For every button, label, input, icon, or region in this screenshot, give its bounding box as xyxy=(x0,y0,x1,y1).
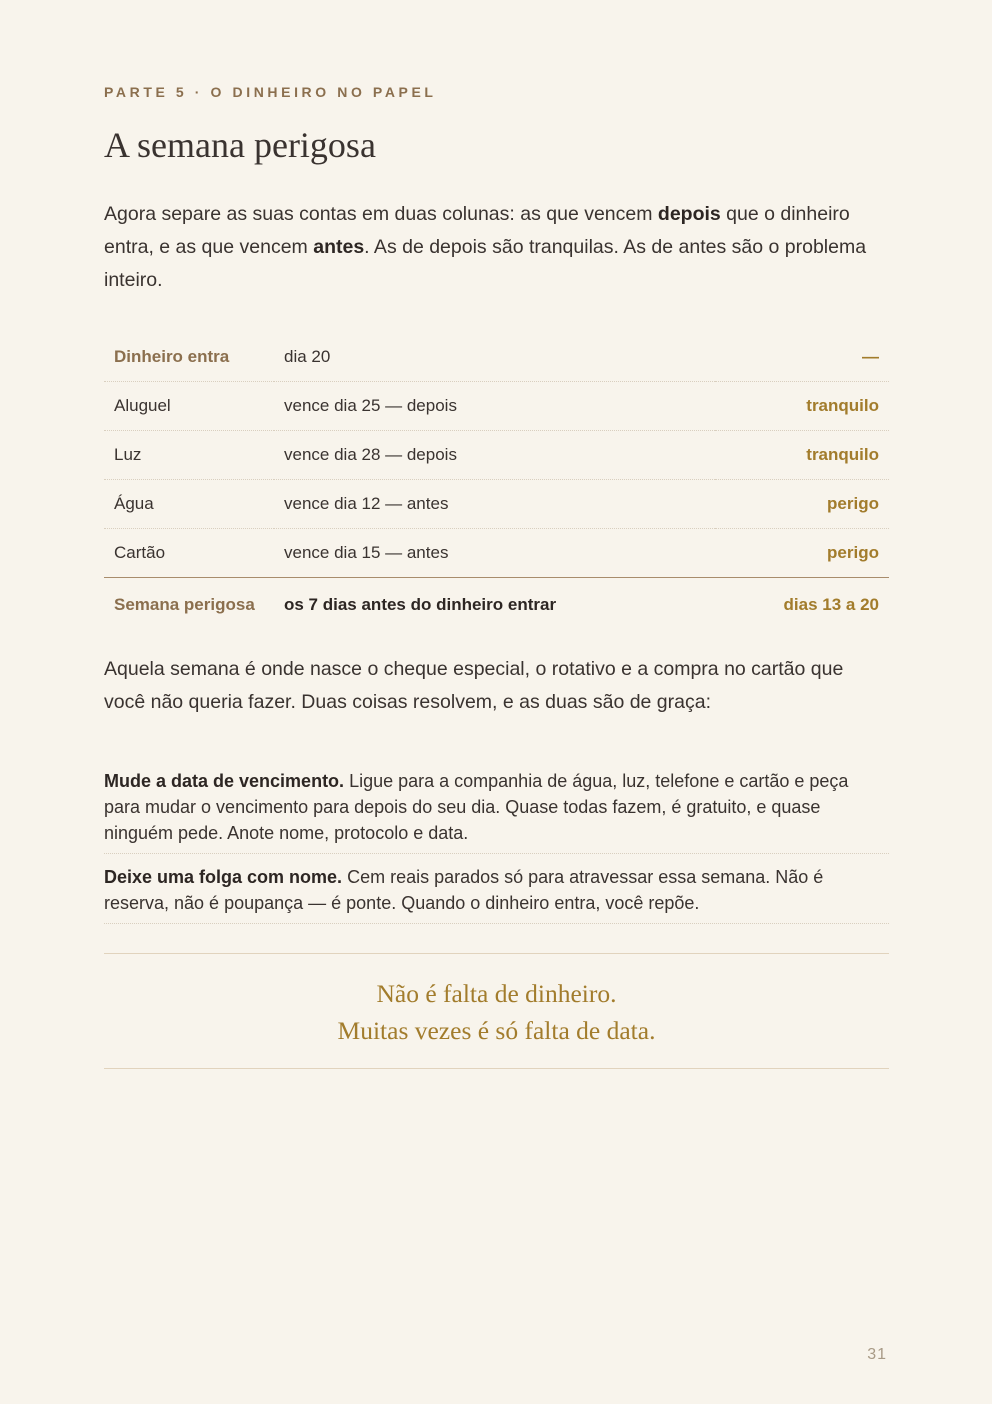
tip-item xyxy=(104,864,889,924)
table-row xyxy=(104,529,889,578)
bill-status: tranquilo xyxy=(715,431,889,480)
intro-paragraph xyxy=(104,198,889,297)
bill-status: perigo xyxy=(715,529,889,578)
bill-due: vence dia 12 — antes xyxy=(274,480,715,529)
bill-due: vence dia 28 — depois xyxy=(274,431,715,480)
bill-label: Água xyxy=(104,480,274,529)
bill-label: Aluguel xyxy=(104,382,274,431)
total-label: Semana perigosa xyxy=(114,595,255,614)
tips-list xyxy=(104,768,889,934)
quote-line-2: Muitas vezes é só falta de data. xyxy=(337,1016,656,1045)
body-paragraph: Aquela semana é onde nasce o cheque especial, o rotativo e a compra no cartão que você não queria fazer. Duas coisas resolvem, e as duas são de graça: xyxy=(104,658,844,713)
table-row xyxy=(104,382,889,431)
quote-line-1: Não é falta de dinheiro. xyxy=(376,979,617,1008)
bills-schedule-table xyxy=(104,333,889,632)
intro-text-1: Agora separe as suas contas em duas colunas: as que vencem xyxy=(104,203,658,225)
total-range: dias 13 a 20 xyxy=(783,595,879,614)
income-label: Dinheiro entra xyxy=(104,333,274,382)
bill-status: tranquilo xyxy=(715,382,889,431)
pull-quote xyxy=(104,953,889,1069)
bill-status: perigo xyxy=(715,480,889,529)
tip-text: Cem reais parados só para atravessar essa semana. Não é reserva, não é poupança — é ponte. Quando o dinheiro entra, você repõe. xyxy=(104,867,824,913)
tip-title: Mude a data de vencimento. xyxy=(104,771,345,791)
bill-label: Luz xyxy=(104,431,274,480)
table-row-income xyxy=(104,333,889,382)
tip-item xyxy=(104,768,889,854)
intro-bold-antes: antes xyxy=(313,236,365,258)
intro-text-2: que o dinheiro entra, e as que vencem xyxy=(104,203,850,258)
bill-due: vence dia 25 — depois xyxy=(274,382,715,431)
page-title: A semana perigosa xyxy=(104,125,376,165)
bill-label: Cartão xyxy=(104,529,274,578)
tip-text: Ligue para a companhia de água, luz, telefone e cartão e peça para mudar o vencimento para depois do seu dia. Quase todas fazem, é gratuito, e quase ninguém pede. Anote nome, protocolo e data. xyxy=(104,771,849,843)
bill-due: vence dia 15 — antes xyxy=(274,529,715,578)
total-description: os 7 dias antes do dinheiro entrar xyxy=(284,595,557,614)
table-row xyxy=(104,431,889,480)
table-row xyxy=(104,480,889,529)
table-row-total xyxy=(104,578,889,633)
income-date: dia 20 xyxy=(274,333,715,382)
page-number: 31 xyxy=(867,1346,887,1363)
section-eyebrow: PARTE 5 · O DINHEIRO NO PAPEL xyxy=(104,84,437,100)
tip-title: Deixe uma folga com nome. xyxy=(104,867,343,887)
intro-text-3: . As de depois são tranquilas. As de antes são o problema inteiro. xyxy=(104,236,867,291)
income-status: — xyxy=(715,333,889,382)
intro-bold-depois: depois xyxy=(657,203,721,225)
